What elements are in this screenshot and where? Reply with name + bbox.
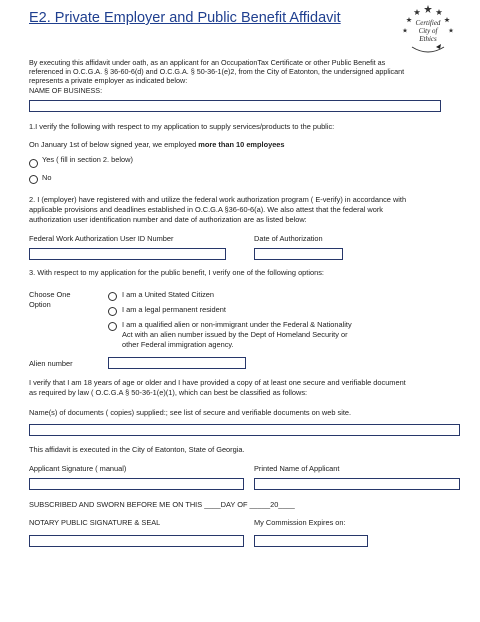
commission-expiration-label: My Commission Expires on: <box>254 518 346 527</box>
applicant-signature-field[interactable] <box>29 478 244 490</box>
printed-name-label: Printed Name of Applicant <box>254 464 340 473</box>
radio-no[interactable] <box>29 175 38 184</box>
section2-line: applicable provisions and deadlines established in O.C.G.A §36-60-6(a). We also attest that the federal work <box>29 205 383 214</box>
user-id-field[interactable] <box>29 248 226 260</box>
alien-number-field[interactable] <box>108 357 246 369</box>
employee-count-statement <box>29 140 285 150</box>
option-us-citizen-label: I am a United Stated Citizen <box>122 290 215 299</box>
intro-paragraph <box>29 58 459 95</box>
radio-us-citizen[interactable] <box>108 292 117 301</box>
documents-field[interactable] <box>29 424 460 436</box>
option-no-label: No <box>42 173 52 182</box>
intro-line: By executing this affidavit under oath, as an applicant for an OccupationTax Certificate or other Public Benefit as <box>29 58 386 67</box>
certified-city-of-ethics-seal <box>400 3 456 59</box>
radio-permanent-resident[interactable] <box>108 307 117 316</box>
section2-paragraph <box>29 195 459 225</box>
intro-line: referenced in O.C.G.A. § 36-60-6(d) and O.C.G.A. § 50-36-1(e)2, from the City of Eatonton, the undersigned applicant <box>29 67 405 77</box>
sworn-statement: SUBSCRIBED AND SWORN BEFORE ME ON THIS ____DAY OF _____20____ <box>29 500 295 509</box>
alien-number-label: Alien number <box>29 359 73 368</box>
seal-star <box>436 9 442 15</box>
qualified-alien-line: Act with an alien number issued by the Dept of Homeland Security or <box>122 330 348 339</box>
printed-name-field[interactable] <box>254 478 460 490</box>
section1-heading: 1.I verify the following with respect to my application to supply services/products to the public: <box>29 122 335 131</box>
section3-heading: 3. With respect to my application for the public benefit, I verify one of the following options: <box>29 268 324 277</box>
notary-signature-label: NOTARY PUBLIC SIGNATURE & SEAL <box>29 518 161 527</box>
seal-star <box>424 5 432 13</box>
business-name-label: NAME OF BUSINESS: <box>29 85 103 95</box>
section2-line: 2. I (employer) have registered with and utilize the federal work authorization program ( E-verify) in accordance with <box>29 195 407 204</box>
documents-label: Name(s) of documents ( copies) supplied:; see list of secure and verifiable documents on web site. <box>29 408 352 417</box>
option-yes-label: Yes ( fill in section 2. below) <box>42 155 133 164</box>
choose-label-line: Choose One <box>29 290 71 299</box>
commission-expiration-field[interactable] <box>254 535 368 547</box>
seal-text-line3: Ethics <box>419 35 437 43</box>
option-permanent-resident-label: I am a legal permanent resident <box>122 305 226 314</box>
authorization-date-field[interactable] <box>254 248 343 260</box>
choose-label-line: Option <box>29 300 51 309</box>
option-qualified-alien-label <box>122 320 352 350</box>
page-title: E2. Private Employer and Public Benefit Affidavit <box>29 10 341 26</box>
qualified-alien-line: I am a qualified alien or non-immigrant under the Federal & Nationality <box>122 320 352 329</box>
authorization-date-label: Date of Authorization <box>254 234 323 243</box>
seal-star <box>444 17 450 22</box>
section2-line: authorization user identification number and date of authorization are as listed below: <box>29 215 307 224</box>
notary-signature-field[interactable] <box>29 535 244 547</box>
radio-qualified-alien[interactable] <box>108 322 117 331</box>
age-statement-line: I verify that I am 18 years of age or older and I have provided a copy of at least one secure and verifiable document <box>29 378 406 387</box>
seal-mark-icon <box>436 44 441 49</box>
seal-star <box>449 28 454 33</box>
radio-yes[interactable] <box>29 159 38 168</box>
choose-one-label <box>29 290 71 310</box>
statement-bold: more than 10 employees <box>198 140 285 149</box>
age-statement-line: as required by law ( O.C.G.A § 50-36-1(e)(1), which can best be classified as follows: <box>29 388 308 397</box>
statement-prefix: On January 1st of below signed year, we employed <box>29 140 199 149</box>
seal-text-line1: Certified <box>415 19 441 27</box>
city-statement: This affidavit is executed in the City of Eatonton, State of Georgia. <box>29 445 245 454</box>
intro-line: represents a private employer as indicated below: <box>29 76 188 86</box>
business-name-field[interactable] <box>29 100 441 112</box>
applicant-signature-label: Applicant Signature ( manual) <box>29 464 127 473</box>
seal-star <box>414 9 420 15</box>
seal-star <box>403 28 408 33</box>
seal-star <box>406 17 412 22</box>
qualified-alien-line: other Federal immigration agency. <box>122 340 234 349</box>
user-id-label: Federal Work Authorization User ID Number <box>29 234 174 243</box>
age-statement <box>29 378 464 398</box>
seal-text-line2: City of <box>418 27 438 35</box>
